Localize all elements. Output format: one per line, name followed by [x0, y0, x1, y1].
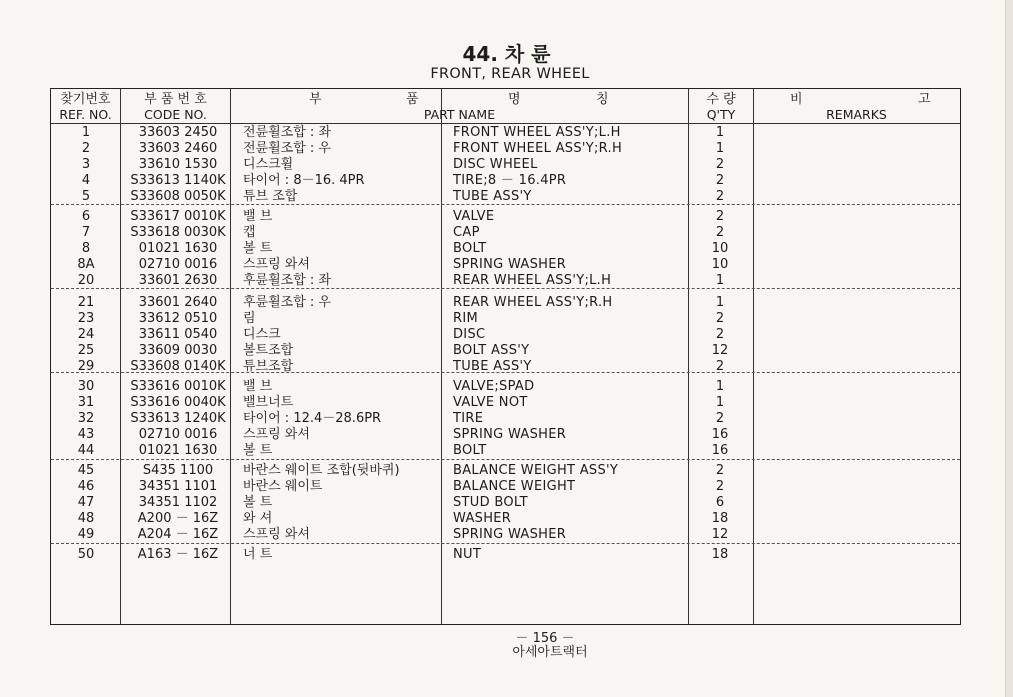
ref-cell: 25	[77, 343, 95, 358]
part-name-ko-cell: 디스크	[243, 327, 281, 342]
ref-cell: 47	[77, 495, 95, 510]
qty-cell: 6	[715, 495, 725, 510]
ref-cell: 23	[77, 311, 95, 326]
code-cell: S33616 0010K	[130, 379, 226, 394]
qty-cell: 1	[715, 273, 725, 288]
table-row	[51, 527, 960, 543]
part-name-ko-cell: 튜브조합	[243, 359, 294, 374]
ref-cell: 21	[77, 295, 95, 310]
part-name-en-cell: TIRE;8 － 16.4PR	[453, 173, 567, 188]
part-name-en-cell: BALANCE WEIGHT	[453, 479, 576, 494]
code-cell: S33608 0140K	[130, 359, 226, 374]
ref-cell: 4	[81, 173, 91, 188]
ref-cell: 8	[81, 241, 91, 256]
qty-cell: 2	[715, 189, 725, 204]
part-name-en-cell: SPRING WASHER	[453, 427, 567, 442]
table-row	[51, 257, 960, 273]
ref-cell: 45	[77, 463, 95, 478]
table-row	[51, 241, 960, 257]
code-cell: S33617 0010K	[130, 209, 226, 224]
part-name-ko-cell: 후륜휠조합 : 좌	[243, 273, 331, 288]
ref-cell: 48	[77, 511, 95, 526]
code-cell: 01021 1630	[138, 241, 218, 256]
code-cell: S33616 0040K	[130, 395, 226, 410]
code-cell: 33601 2630	[138, 273, 218, 288]
ref-cell: 7	[81, 225, 91, 240]
table-row	[51, 157, 960, 173]
table-row	[51, 395, 960, 411]
table-row	[51, 379, 960, 395]
ref-cell: 1	[81, 125, 91, 140]
part-name-en-cell: RIM	[453, 311, 478, 326]
code-cell: 33612 0510	[138, 311, 218, 326]
header-code-ko: 부 품 번 호	[144, 92, 207, 107]
qty-cell: 1	[715, 141, 725, 156]
page-edge	[1005, 0, 1013, 697]
part-name-ko-cell: 전륜휠조합 : 좌	[243, 125, 331, 140]
part-name-en-cell: DISC WHEEL	[453, 157, 538, 172]
part-name-ko-cell: 바란스 웨이트 조합(뒷바퀴)	[243, 463, 400, 478]
ref-cell: 46	[77, 479, 95, 494]
qty-cell: 2	[715, 359, 725, 374]
qty-cell: 1	[715, 125, 725, 140]
code-cell: S435 1100	[142, 463, 214, 478]
part-name-ko-cell: 바란스 웨이트	[243, 479, 323, 494]
group-divider	[51, 543, 960, 544]
qty-cell: 16	[711, 443, 729, 458]
part-name-en-cell: CAP	[453, 225, 480, 240]
header-part-name-ko-1: 부	[309, 92, 322, 107]
ref-cell: 2	[81, 141, 91, 156]
qty-cell: 10	[711, 257, 729, 272]
ref-cell: 5	[81, 189, 91, 204]
table-row	[51, 359, 960, 375]
code-cell: 34351 1102	[138, 495, 218, 510]
company-name: 아세아트랙터	[512, 645, 588, 660]
part-name-ko-cell: 디스크휠	[243, 157, 294, 172]
header-part-name-ko-3: 명	[508, 92, 521, 107]
table-row	[51, 479, 960, 495]
ref-cell: 32	[77, 411, 95, 426]
code-cell: A163 － 16Z	[137, 547, 219, 562]
table-row	[51, 209, 960, 225]
part-name-en-cell: VALVE	[453, 209, 495, 224]
part-name-en-cell: FRONT WHEEL ASS'Y;L.H	[453, 125, 621, 140]
ref-cell: 3	[81, 157, 91, 172]
table-row	[51, 511, 960, 527]
ref-cell: 24	[77, 327, 95, 342]
ref-cell: 30	[77, 379, 95, 394]
code-cell: 33603 2460	[138, 141, 218, 156]
table-row	[51, 225, 960, 241]
header-ref-ko: 찾기번호	[60, 92, 111, 107]
header-qty	[689, 89, 753, 123]
table-row	[51, 273, 960, 289]
code-cell: 33603 2450	[138, 125, 218, 140]
ref-cell: 31	[77, 395, 95, 410]
table-row	[51, 311, 960, 327]
part-name-en-cell: DISC	[453, 327, 486, 342]
header-part-name-en: PART NAME	[423, 107, 496, 122]
part-name-ko-cell: 와 셔	[243, 511, 273, 526]
table-row	[51, 173, 960, 189]
qty-cell: 18	[711, 511, 729, 526]
page-subtitle: FRONT, REAR WHEEL	[430, 66, 590, 82]
header-remarks-ko-2: 고	[918, 92, 931, 107]
part-name-en-cell: TUBE ASS'Y	[453, 359, 532, 374]
header-qty-en: Q'TY	[706, 107, 736, 122]
part-name-ko-cell: 볼트조합	[243, 343, 294, 358]
header-part-name	[231, 89, 688, 123]
part-name-en-cell: FRONT WHEEL ASS'Y;R.H	[453, 141, 623, 156]
page-number: － 156 －	[515, 631, 575, 646]
code-cell: S33608 0050K	[130, 189, 226, 204]
part-name-ko-cell: 너 트	[243, 547, 273, 562]
header-ref	[51, 89, 120, 123]
part-name-ko-cell: 밸브너트	[243, 395, 294, 410]
qty-cell: 2	[715, 173, 725, 188]
code-cell: S33618 0030K	[130, 225, 226, 240]
header-remarks-en: REMARKS	[826, 107, 887, 122]
header-remarks-ko-1: 비	[790, 92, 803, 107]
part-name-ko-cell: 타이어 : 12.4－28.6PR	[243, 411, 382, 426]
header-part-name-ko-4: 칭	[596, 92, 609, 107]
code-cell: 33610 1530	[138, 157, 218, 172]
header-part-name-ko	[231, 89, 688, 107]
ref-cell: 8A	[77, 257, 95, 272]
part-name-ko-cell: 볼 트	[243, 495, 273, 510]
part-name-en-cell: VALVE;SPAD	[453, 379, 535, 394]
ref-cell: 6	[81, 209, 91, 224]
qty-cell: 2	[715, 327, 725, 342]
qty-cell: 2	[715, 157, 725, 172]
code-cell: 33609 0030	[138, 343, 218, 358]
part-name-ko-cell: 스프링 와셔	[243, 427, 310, 442]
table-row	[51, 295, 960, 311]
header-remarks	[754, 89, 959, 123]
ref-cell: 20	[77, 273, 95, 288]
table-row	[51, 141, 960, 157]
part-name-ko-cell: 후륜휠조합 : 우	[243, 295, 331, 310]
part-name-ko-cell: 타이어 : 8－16. 4PR	[243, 173, 365, 188]
part-name-en-cell: BOLT	[453, 443, 487, 458]
table-row	[51, 343, 960, 359]
table-row	[51, 443, 960, 459]
code-cell: 02710 0016	[138, 427, 218, 442]
code-cell: 01021 1630	[138, 443, 218, 458]
part-name-ko-cell: 림	[243, 311, 256, 326]
part-name-en-cell: REAR WHEEL ASS'Y;L.H	[453, 273, 612, 288]
header-ref-en: REF. NO.	[59, 107, 112, 122]
header-part-name-ko-2: 품	[406, 92, 419, 107]
code-cell: S33613 1240K	[130, 411, 226, 426]
part-name-ko-cell: 볼 트	[243, 443, 273, 458]
table-row	[51, 427, 960, 443]
parts-table	[50, 88, 961, 625]
table-row	[51, 125, 960, 141]
table-row	[51, 463, 960, 479]
part-name-ko-cell: 캡	[243, 225, 256, 240]
code-cell: A200 － 16Z	[137, 511, 219, 526]
part-name-en-cell: SPRING WASHER	[453, 527, 567, 542]
table-row	[51, 327, 960, 343]
part-name-en-cell: BOLT ASS'Y	[453, 343, 530, 358]
qty-cell: 1	[715, 395, 725, 410]
qty-cell: 2	[715, 463, 725, 478]
ref-cell: 29	[77, 359, 95, 374]
qty-cell: 12	[711, 527, 729, 542]
header-qty-ko: 수 량	[706, 92, 736, 107]
part-name-en-cell: WASHER	[453, 511, 512, 526]
qty-cell: 1	[715, 295, 725, 310]
qty-cell: 2	[715, 411, 725, 426]
table-row	[51, 547, 960, 563]
part-name-en-cell: SPRING WASHER	[453, 257, 567, 272]
part-name-ko-cell: 스프링 와셔	[243, 257, 310, 272]
code-cell: 33601 2640	[138, 295, 218, 310]
part-name-ko-cell: 밸 브	[243, 209, 273, 224]
part-name-en-cell: STUD BOLT	[453, 495, 528, 510]
qty-cell: 2	[715, 479, 725, 494]
part-name-ko-cell: 밸 브	[243, 379, 273, 394]
group-divider	[51, 459, 960, 460]
ref-cell: 43	[77, 427, 95, 442]
qty-cell: 2	[715, 225, 725, 240]
header-divider	[51, 123, 960, 124]
code-cell: S33613 1140K	[130, 173, 226, 188]
code-cell: 33611 0540	[138, 327, 218, 342]
code-cell: 02710 0016	[138, 257, 218, 272]
page-title: 44. 차 륜	[462, 42, 551, 66]
qty-cell: 18	[711, 547, 729, 562]
part-name-en-cell: TIRE	[453, 411, 484, 426]
table-row	[51, 495, 960, 511]
ref-cell: 44	[77, 443, 95, 458]
part-name-ko-cell: 튜브 조합	[243, 189, 298, 204]
header-code-en: CODE NO.	[144, 107, 207, 122]
qty-cell: 1	[715, 379, 725, 394]
part-name-en-cell: NUT	[453, 547, 482, 562]
part-name-ko-cell: 전륜휠조합 : 우	[243, 141, 331, 156]
part-name-en-cell: TUBE ASS'Y	[453, 189, 532, 204]
part-name-en-cell: BOLT	[453, 241, 487, 256]
qty-cell: 2	[715, 209, 725, 224]
part-name-en-cell: BALANCE WEIGHT ASS'Y	[453, 463, 619, 478]
table-row	[51, 189, 960, 205]
part-name-en-cell: VALVE NOT	[453, 395, 528, 410]
qty-cell: 12	[711, 343, 729, 358]
ref-cell: 50	[77, 547, 95, 562]
table-row	[51, 411, 960, 427]
header-remarks-ko	[754, 89, 959, 107]
code-cell: 34351 1101	[138, 479, 218, 494]
part-name-ko-cell: 스프링 와셔	[243, 527, 310, 542]
part-name-en-cell: REAR WHEEL ASS'Y;R.H	[453, 295, 613, 310]
qty-cell: 10	[711, 241, 729, 256]
qty-cell: 16	[711, 427, 729, 442]
ref-cell: 49	[77, 527, 95, 542]
qty-cell: 2	[715, 311, 725, 326]
part-name-ko-cell: 볼 트	[243, 241, 273, 256]
header-code	[121, 89, 230, 123]
code-cell: A204 － 16Z	[137, 527, 219, 542]
